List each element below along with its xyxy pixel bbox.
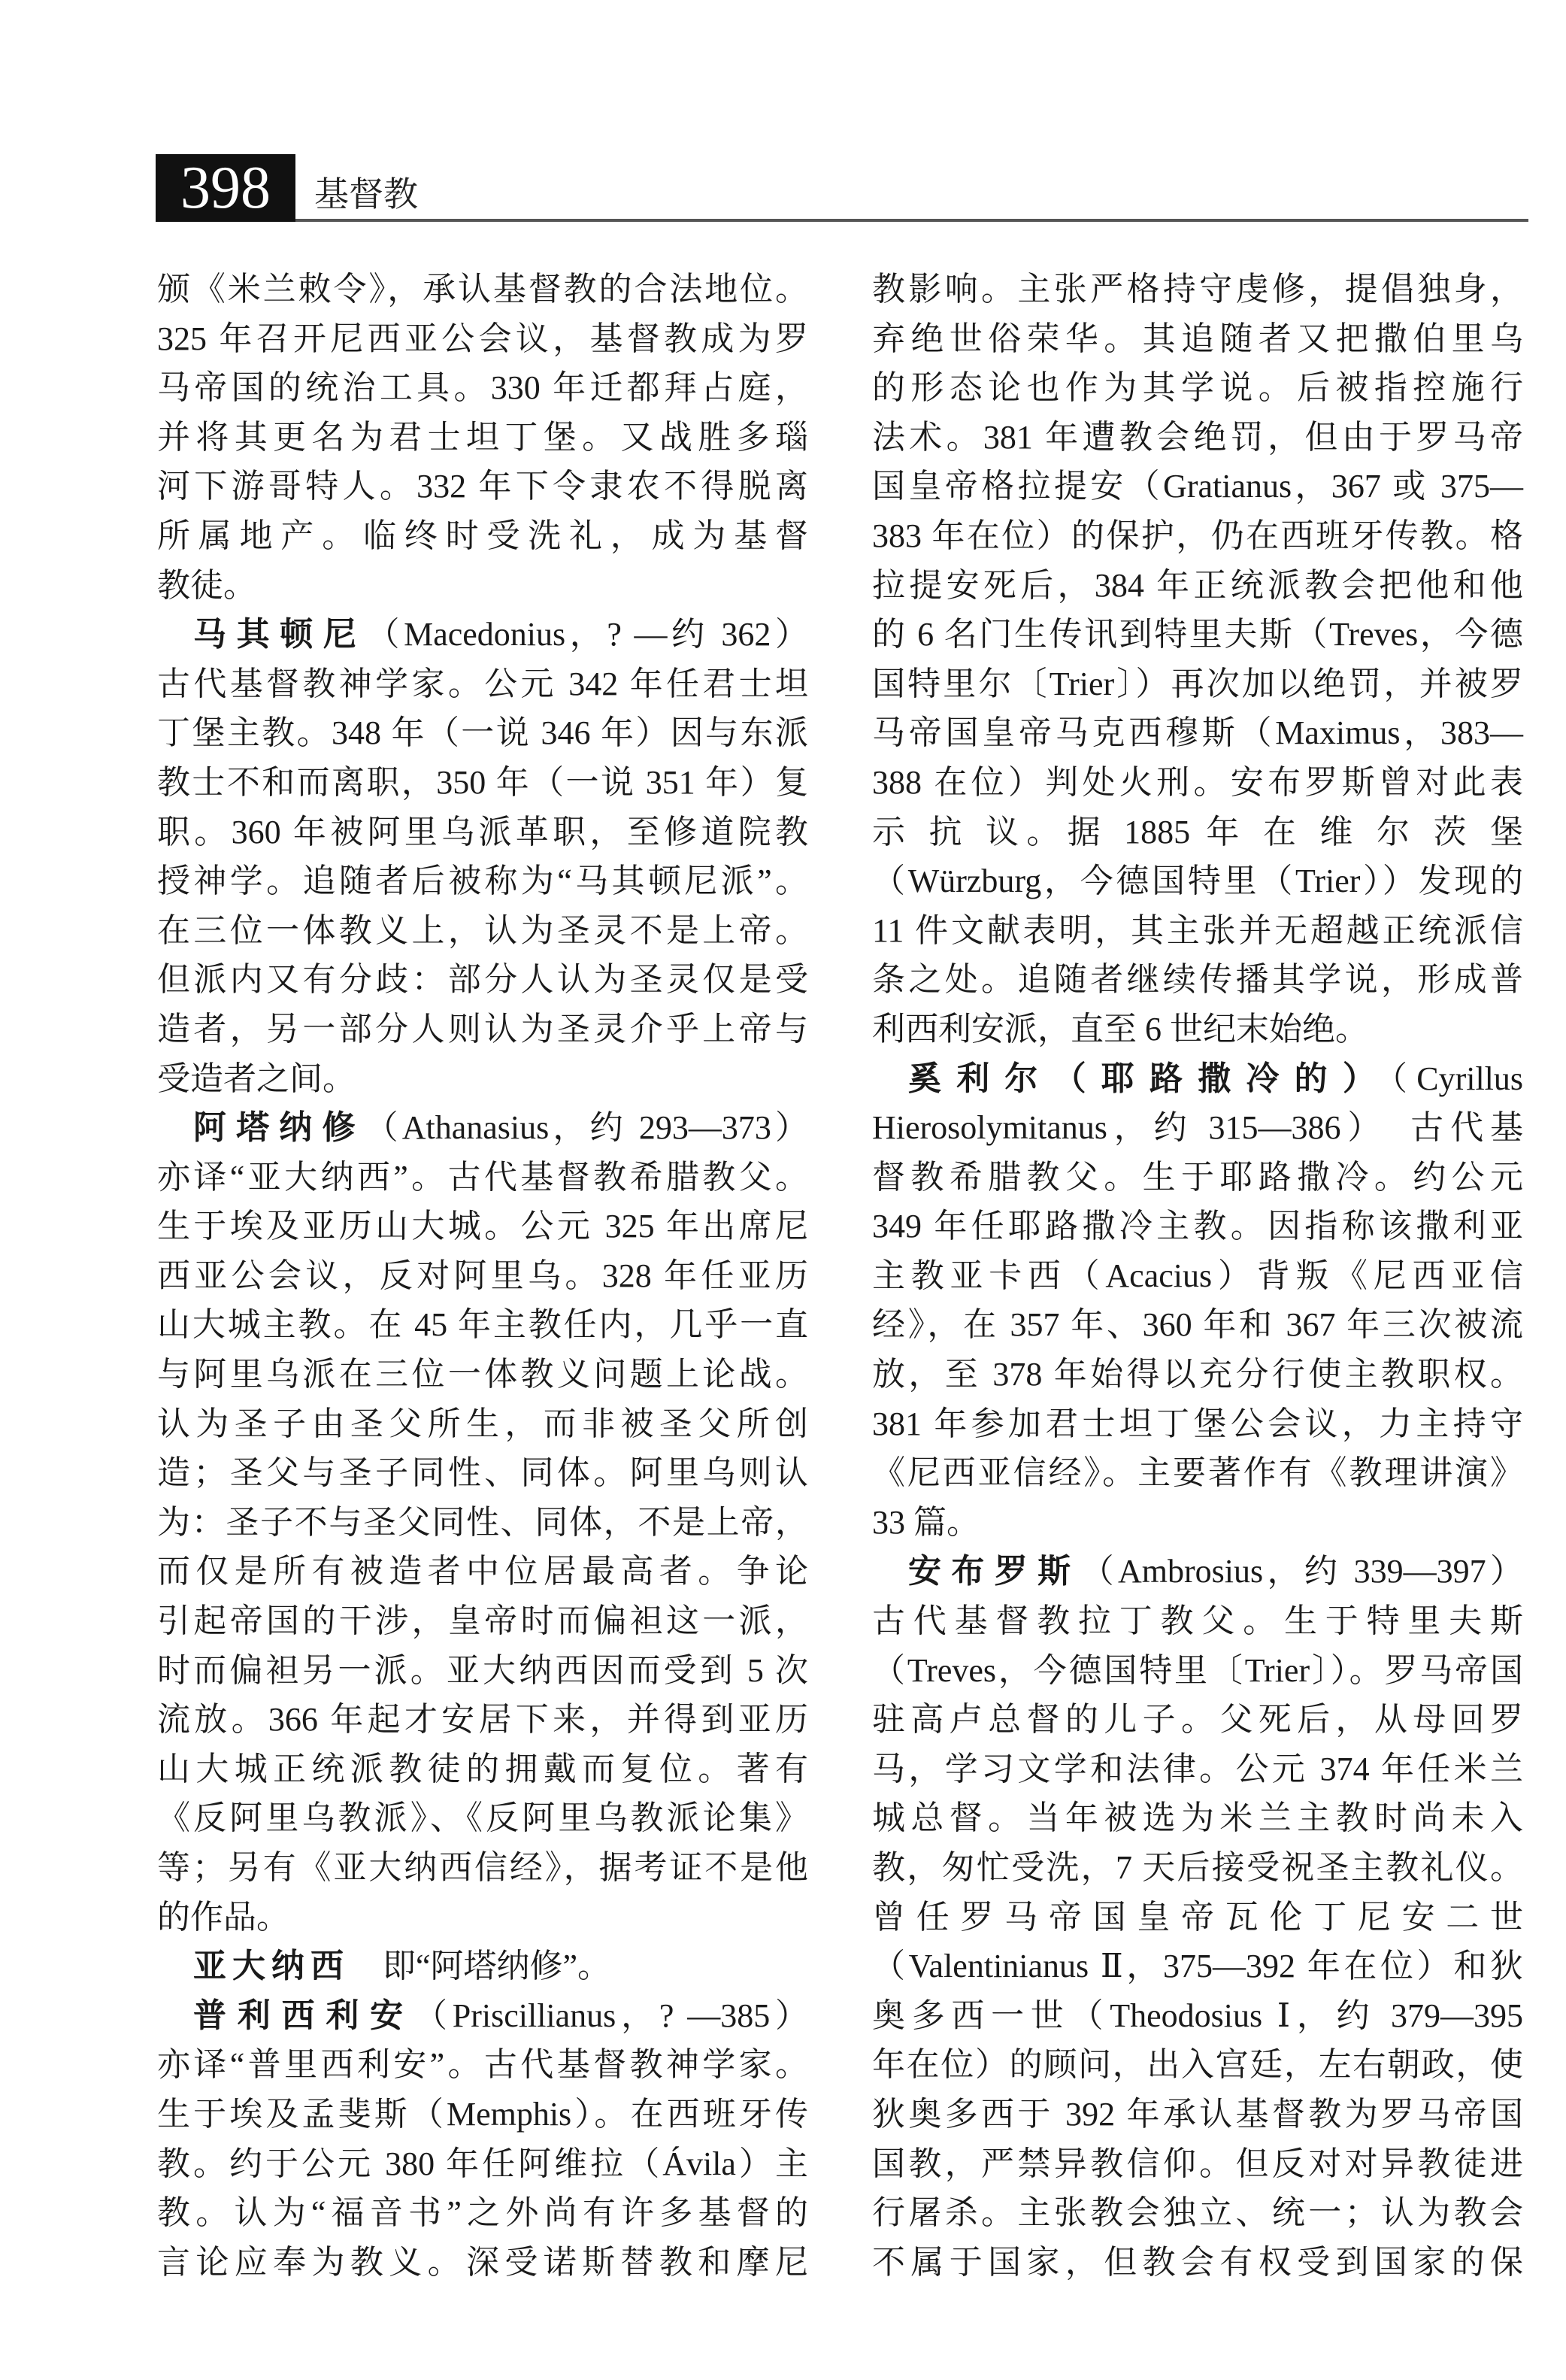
- text-line: [157, 955, 808, 1005]
- line-text: 而仅是所有被造者中位居最高者。争论: [157, 1553, 808, 1590]
- line-text: （Würzburg，今德国特里（Trier））发现的: [872, 863, 1523, 900]
- text-line: [872, 265, 1523, 314]
- text-line: [872, 856, 1523, 906]
- line-text: 《反阿里乌教派》、《反阿里乌教派论集》: [157, 1799, 808, 1837]
- line-text: 古代基督教拉丁教父。生于特里夫斯: [872, 1602, 1523, 1640]
- line-text: 亦译“普里西利安”。古代基督教神学家。: [157, 2046, 808, 2084]
- text-line: [872, 2238, 1523, 2288]
- text-line: [872, 511, 1523, 561]
- line-text: （Cyrillus: [1391, 1060, 1524, 1097]
- line-text: 11 件文献表明，其主张并无超越正统派信: [872, 911, 1523, 949]
- line-text: 颁《米兰敕令》，承认基督教的合法地位。: [157, 271, 808, 308]
- line-text: 的作品。: [157, 1898, 289, 1936]
- text-line: [157, 1646, 808, 1696]
- text-line: [157, 1350, 808, 1399]
- text-line: [157, 708, 808, 758]
- line-text: 主教亚卡西（Acacius）背叛《尼西亚信: [872, 1257, 1523, 1294]
- text-line: [872, 1300, 1523, 1350]
- text-line: [872, 1745, 1523, 1794]
- text-line: [157, 2238, 808, 2288]
- text-line: [872, 1793, 1523, 1843]
- line-text: 马帝国的统治工具。330 年迁都拜占庭，: [157, 369, 808, 407]
- line-text: 年在位）的顾问，出入宫廷，左右朝政，使: [872, 2046, 1523, 2084]
- line-text: 生于埃及亚历山大城。公元 325 年出席尼: [157, 1208, 808, 1245]
- line-text: 引起帝国的干涉，皇帝时而偏袒这一派，: [157, 1602, 808, 1640]
- line-text: 381 年参加君士坦丁堡公会议，力主持守: [872, 1405, 1523, 1442]
- line-text: Hierosolymitanus，约 315—386） 古代基: [872, 1109, 1523, 1147]
- line-text: 的 6 名门生传讯到特里夫斯（Treves，今德: [872, 616, 1523, 653]
- line-text: 示 抗 议。据 1885 年 在 维 尔 茨 堡: [872, 813, 1523, 850]
- entry-heading-line: [157, 1991, 808, 2041]
- text-line: [157, 1893, 808, 1942]
- line-text: 并将其更名为君士坦丁堡。又战胜多瑙: [157, 418, 808, 456]
- text-line: [872, 610, 1523, 659]
- entry-headword: 安布罗斯: [908, 1552, 1081, 1591]
- text-line: [872, 1843, 1523, 1893]
- line-text: 督教希腊教父。生于耶路撒冷。约公元: [872, 1158, 1523, 1196]
- text-line: [872, 758, 1523, 808]
- text-line: [872, 314, 1523, 364]
- entry-headword: 奚利尔（耶路撒冷的）: [908, 1059, 1392, 1098]
- line-text: 城总督。当年被选为米兰主教时尚未入: [872, 1799, 1523, 1837]
- text-line: [157, 1448, 808, 1498]
- line-text: 认为圣子由圣父所生，而非被圣父所创: [157, 1405, 808, 1442]
- text-line: [157, 1793, 808, 1843]
- text-line: [872, 1596, 1523, 1646]
- line-text: 放，至 378 年始得以充分行使主教职权。: [872, 1356, 1523, 1393]
- left-column: [157, 265, 808, 2287]
- entry-headword: 亚大纳西: [193, 1947, 350, 1986]
- text-line: [157, 511, 808, 561]
- text-line: [872, 955, 1523, 1005]
- text-line: [157, 1054, 808, 1104]
- line-text: 奥多西一世（Theodosius Ⅰ，约 379—395: [872, 1996, 1523, 2034]
- text-line: [157, 2139, 808, 2189]
- entry-heading-line: [872, 1547, 1523, 1596]
- text-line: [872, 1153, 1523, 1202]
- line-text: 西亚公会议，反对阿里乌。328 年任亚历: [157, 1257, 808, 1294]
- line-text: 383 年在位）的保护，仍在西班牙传教。格: [872, 517, 1523, 554]
- line-text: 国特里尔〔Trier〕）再次加以绝罚，并被罗: [872, 665, 1523, 702]
- line-text: （Macedonius，? —约 362）: [366, 616, 808, 653]
- line-text: 职。360 年被阿里乌派革职，至修道院教: [157, 813, 808, 850]
- line-text: 驻高卢总督的儿子。父死后，从母回罗: [872, 1701, 1523, 1739]
- text-line: [872, 708, 1523, 758]
- line-text: 丁堡主教。348 年（一说 346 年）因与东派: [157, 714, 808, 752]
- text-line: [872, 1005, 1523, 1054]
- line-text: 教。约于公元 380 年任阿维拉（Ávila）主: [157, 2145, 808, 2182]
- text-line: [157, 413, 808, 462]
- line-text: 国教，严禁异教信仰。但反对对异教徒进: [872, 2145, 1523, 2182]
- entry-headword: 马其顿尼: [193, 615, 367, 654]
- text-line: [872, 2188, 1523, 2238]
- line-text: 弃绝世俗荣华。其追随者又把撒伯里乌: [872, 320, 1523, 357]
- text-line: [872, 363, 1523, 413]
- text-line: [157, 856, 808, 906]
- text-line: [872, 659, 1523, 709]
- line-text: 受造者之间。: [157, 1060, 356, 1097]
- line-text: （Athanasius，约 293—373）: [365, 1109, 809, 1147]
- text-line: [157, 1202, 808, 1251]
- line-text: 即“阿塔纳修”。: [350, 1948, 611, 1985]
- line-text: 325 年召开尼西亚公会议，基督教成为罗: [157, 320, 808, 357]
- text-line: [157, 906, 808, 956]
- line-text: （Treves，今德国特里〔Trier〕）。罗马帝国: [872, 1651, 1523, 1689]
- line-text: 山大城正统派教徒的拥戴而复位。著有: [157, 1750, 808, 1787]
- line-text: 条之处。追随者继续传播其学说，形成普: [872, 961, 1523, 999]
- line-text: 授神学。追随者后被称为“马其顿尼派”。: [157, 863, 808, 900]
- text-line: [872, 1251, 1523, 1301]
- text-line: [157, 758, 808, 808]
- line-text: 生于埃及孟斐斯（Memphis）。在西班牙传: [157, 2095, 808, 2133]
- line-text: 河下游哥特人。332 年下令隶农不得脱离: [157, 468, 808, 505]
- text-line: [872, 1448, 1523, 1498]
- line-text: 曾任罗马帝国皇帝瓦伦丁尼安二世: [872, 1898, 1523, 1936]
- line-text: 教徒。: [157, 566, 256, 604]
- text-line: [872, 1498, 1523, 1548]
- text-line: [157, 363, 808, 413]
- line-text: 言论应奉为教义。深受诺斯替教和摩尼: [157, 2243, 808, 2281]
- line-text: 马帝国皇帝马克西穆斯（Maximus，383—: [872, 714, 1523, 752]
- text-line: [872, 1103, 1523, 1153]
- text-line: [157, 1251, 808, 1301]
- line-text: 33 篇。: [872, 1503, 980, 1541]
- line-text: 古代基督教神学家。公元 342 年任君士坦: [157, 665, 808, 702]
- text-line: [872, 1399, 1523, 1449]
- line-text: 时而偏袒另一派。亚大纳西因而受到 5 次: [157, 1651, 808, 1689]
- text-line: [157, 462, 808, 511]
- line-text: 利西利安派，直至 6 世纪末始绝。: [872, 1010, 1368, 1048]
- line-text: 教士不和而离职，350 年（一说 351 年）复: [157, 763, 808, 801]
- text-line: [872, 2090, 1523, 2139]
- text-line: [872, 1646, 1523, 1696]
- running-head: 基督教: [314, 174, 418, 214]
- line-text: （Priscillianus，? —385）: [413, 1996, 808, 2034]
- text-line: [157, 1153, 808, 1202]
- text-line: [157, 1300, 808, 1350]
- line-text: 388 在位）判处火刑。安布罗斯曾对此表: [872, 763, 1523, 801]
- header-rule: [295, 219, 1528, 222]
- text-line: [872, 561, 1523, 611]
- line-text: 亦译“亚大纳西”。古代基督教希腊教父。: [157, 1158, 808, 1196]
- entry-headword: 阿塔纳修: [193, 1108, 365, 1148]
- text-line: [157, 808, 808, 857]
- text-line: [157, 2040, 808, 2090]
- line-text: 行屠杀。主张教会独立、统一；认为教会: [872, 2194, 1523, 2232]
- text-line: [872, 1350, 1523, 1399]
- line-text: （Ambrosius，约 339—397）: [1080, 1553, 1524, 1590]
- line-text: 造；圣父与圣子同性、同体。阿里乌则认: [157, 1454, 808, 1492]
- line-text: 拉提安死后，384 年正统派教会把他和他: [872, 566, 1523, 604]
- text-line: [157, 1547, 808, 1596]
- text-line: [872, 1202, 1523, 1251]
- text-line: [157, 1695, 808, 1745]
- text-line: [157, 1843, 808, 1893]
- right-column: [872, 265, 1523, 2287]
- text-line: [872, 413, 1523, 462]
- text-line: [157, 1498, 808, 1548]
- text-line: [872, 2040, 1523, 2090]
- entry-heading-line: [872, 1054, 1523, 1104]
- text-line: [872, 462, 1523, 511]
- line-text: 为：圣子不与圣父同性、同体，不是上帝，: [157, 1503, 808, 1541]
- entry-heading-line: [157, 1942, 808, 1991]
- line-text: 在三位一体教义上，认为圣灵不是上帝。: [157, 911, 808, 949]
- text-line: [157, 561, 808, 611]
- line-text: 教影响。主张严格持守虔修，提倡独身，: [872, 271, 1523, 308]
- line-text: 教。认为“福音书”之外尚有许多基督的: [157, 2194, 808, 2232]
- line-text: 教，匆忙受洗，7 天后接受祝圣主教礼仪。: [872, 1849, 1523, 1886]
- line-text: 所属地产。临终时受洗礼，成为基督: [157, 517, 808, 554]
- text-line: [157, 659, 808, 709]
- text-line: [872, 808, 1523, 857]
- line-text: 349 年任耶路撒冷主教。因指称该撒利亚: [872, 1208, 1523, 1245]
- line-text: 的形态论也作为其学说。后被指控施行: [872, 369, 1523, 407]
- text-line: [872, 906, 1523, 956]
- text-line: [157, 265, 808, 314]
- text-line: [872, 2139, 1523, 2189]
- line-text: 但派内又有分歧：部分人认为圣灵仅是受: [157, 961, 808, 999]
- text-line: [872, 1942, 1523, 1991]
- text-line: [872, 1695, 1523, 1745]
- line-text: 经》，在 357 年、360 年和 367 年三次被流: [872, 1306, 1523, 1344]
- line-text: 山大城主教。在 45 年主教任内，几乎一直: [157, 1306, 808, 1344]
- entry-heading-line: [157, 610, 808, 659]
- text-line: [872, 1893, 1523, 1942]
- line-text: 《尼西亚信经》。主要著作有《教理讲演》: [872, 1454, 1523, 1492]
- text-line: [157, 2090, 808, 2139]
- line-text: 马，学习文学和法律。公元 374 年任米兰: [872, 1750, 1523, 1787]
- text-line: [157, 1745, 808, 1794]
- text-line: [157, 2188, 808, 2238]
- line-text: 不属于国家，但教会有权受到国家的保: [872, 2243, 1523, 2281]
- line-text: 国皇帝格拉提安（Gratianus，367 或 375—: [872, 468, 1523, 505]
- text-line: [872, 1991, 1523, 2041]
- text-line: [157, 1005, 808, 1054]
- page-number: 398: [156, 154, 295, 222]
- text-line: [157, 1399, 808, 1449]
- line-text: 狄奥多西于 392 年承认基督教为罗马帝国: [872, 2095, 1523, 2133]
- text-line: [157, 1596, 808, 1646]
- entry-headword: 普利西利安: [193, 1996, 414, 2035]
- line-text: 等；另有《亚大纳西信经》，据考证不是他: [157, 1849, 808, 1886]
- entry-heading-line: [157, 1103, 808, 1153]
- line-text: （Valentinianus Ⅱ，375—392 年在位）和狄: [872, 1948, 1523, 1985]
- line-text: 法术。381 年遭教会绝罚，但由于罗马帝: [872, 418, 1523, 456]
- line-text: 与阿里乌派在三位一体教义问题上论战。: [157, 1356, 808, 1393]
- line-text: 流放。366 年起才安居下来，并得到亚历: [157, 1701, 808, 1739]
- line-text: 造者，另一部分人则认为圣灵介乎上帝与: [157, 1010, 808, 1048]
- text-line: [157, 314, 808, 364]
